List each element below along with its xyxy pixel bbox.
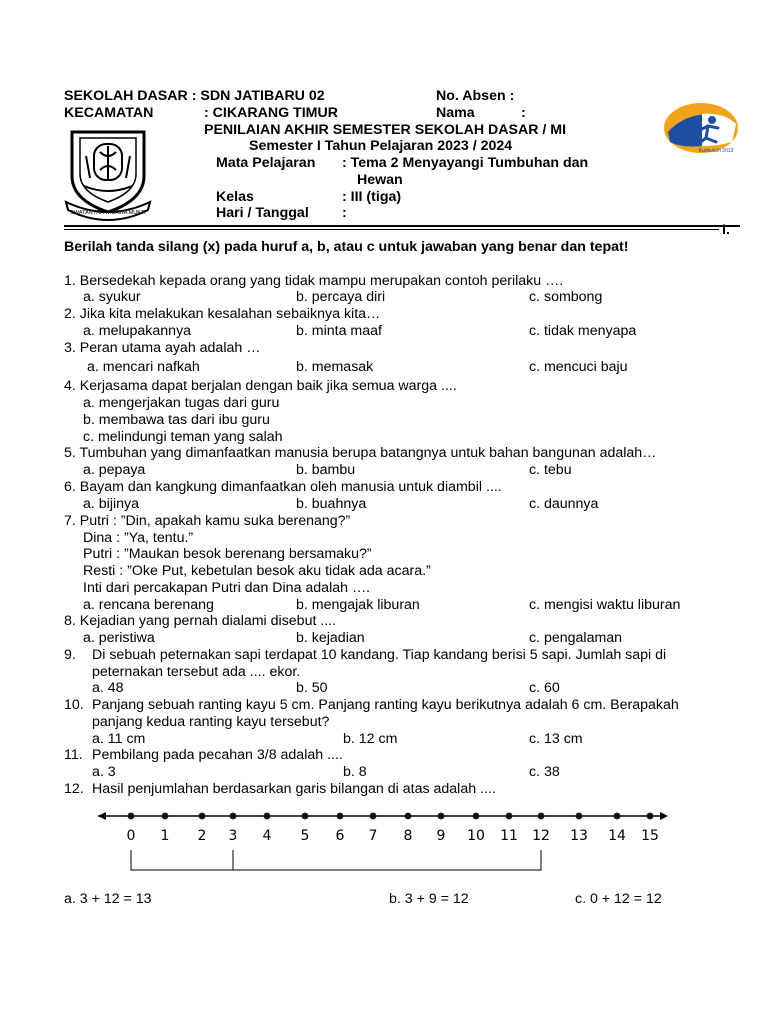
q2-option-b[interactable]: b. minta maaf — [296, 323, 382, 339]
number-line-tick-label: 15 — [641, 828, 659, 844]
question-2: 2. Jika kita melakukan kesalahan sebaiknya kita… — [64, 306, 381, 322]
q1-option-a[interactable]: a. syukur — [83, 289, 141, 305]
number-line-point — [647, 813, 654, 820]
q3-option-a[interactable]: a. mencari nafkah — [87, 359, 200, 375]
question-11: Pembilang pada pecahan 3/8 adalah .... — [92, 747, 343, 763]
subject-value: : Tema 2 Menyayangi Tumbuhan dan — [342, 155, 589, 171]
number-line-tick-label: 8 — [403, 828, 413, 844]
nama-label: Nama — [436, 105, 475, 121]
number-line-tick-label: 6 — [335, 828, 345, 844]
number-line-tick-label: 9 — [436, 828, 446, 844]
question-3: 3. Peran utama ayah adalah … — [64, 340, 261, 356]
number-line-bracket — [233, 850, 541, 870]
q2-option-a[interactable]: a. melupakannya — [83, 323, 192, 339]
subject-label: Mata Pelajaran — [216, 155, 316, 171]
number-line-tick-label: 14 — [608, 828, 626, 844]
q6-option-c[interactable]: c. daunnya — [529, 496, 599, 512]
q7-dialog-line-2: Dina : ”Ya, tentu.” — [83, 530, 194, 546]
number-line-point — [473, 813, 480, 820]
curriculum-logo — [662, 102, 740, 158]
q6-option-b[interactable]: b. buahnya — [296, 496, 367, 512]
number-line-point — [538, 813, 545, 820]
number-line-point — [199, 813, 206, 820]
number-line-point — [162, 813, 169, 820]
header-divider — [64, 225, 740, 227]
question-5: 5. Tumbuhan yang dimanfaatkan manusia berupa batangnya untuk bahan bangunan adalah… — [64, 445, 657, 461]
number-line-point — [576, 813, 583, 820]
question-9: Di sebuah peternakan sapi terdapat 10 kandang. Tiap kandang berisi 5 sapi. Jumlah sapi di — [92, 647, 667, 663]
number-line-tick-label: 3 — [228, 828, 238, 844]
number-line-point — [370, 813, 377, 820]
district-label: KECAMATAN — [64, 105, 154, 121]
q12-option-a[interactable]: a. 3 + 12 = 13 — [64, 891, 152, 907]
question-9-cont: peternakan tersebut ada .... ekor. — [92, 664, 301, 680]
q11-option-a[interactable]: a. 3 — [92, 764, 116, 780]
number-line-point — [230, 813, 237, 820]
number-line-point — [614, 813, 621, 820]
q2-option-c[interactable]: c. tidak menyapa — [529, 323, 637, 339]
q7-dialog-line-3: Putri : ”Maukan besok berenang bersamaku?” — [83, 546, 372, 562]
number-line-point — [438, 813, 445, 820]
question-8: 8. Kejadian yang pernah dialami disebut .... — [64, 613, 337, 629]
q12-option-b[interactable]: b. 3 + 9 = 12 — [389, 891, 469, 907]
q4-option-b[interactable]: b. membawa tas dari ibu guru — [83, 412, 270, 428]
emblem-motto: SWATANTRA WIBAWA MUKTI — [70, 210, 146, 216]
number-line-tick-label: 5 — [300, 828, 310, 844]
subject-value-cont: Hewan — [357, 172, 403, 188]
q5-option-a[interactable]: a. pepaya — [83, 462, 146, 478]
q7-option-b[interactable]: b. mengajak liburan — [296, 597, 420, 613]
number-line-tick-label: 0 — [126, 828, 136, 844]
q5-option-b[interactable]: b. bambu — [296, 462, 356, 478]
absen-label: No. Absen : — [436, 88, 515, 104]
number-line-point — [264, 813, 271, 820]
question-6: 6. Bayam dan kangkung dimanfaatkan oleh manusia untuk diambil .... — [64, 479, 502, 495]
number-line-tick-label: 2 — [197, 828, 207, 844]
q1-option-b[interactable]: b. percaya diri — [296, 289, 386, 305]
q8-option-c[interactable]: c. pengalaman — [529, 630, 623, 646]
q12-option-c[interactable]: c. 0 + 12 = 12 — [575, 891, 662, 907]
question-11-number: 11. — [64, 747, 83, 763]
number-line — [90, 800, 680, 880]
number-line-bracket — [131, 850, 233, 870]
question-12-number: 12. — [64, 781, 84, 797]
nama-colon: : — [521, 105, 526, 121]
question-12: Hasil penjumlahan berdasarkan garis bilangan di atas adalah .... — [92, 781, 496, 797]
q4-option-c[interactable]: c. melindungi teman yang salah — [83, 429, 283, 445]
exam-title: PENILAIAN AKHIR SEMESTER SEKOLAH DASAR / MI — [204, 122, 567, 138]
q11-option-c[interactable]: c. 38 — [529, 764, 560, 780]
arrow-left-icon — [98, 812, 106, 820]
q10-option-a[interactable]: a. 11 cm — [92, 731, 146, 747]
district-value: : CIKARANG TIMUR — [204, 105, 338, 121]
curriculum-logo-text: Kurikulum 2013 — [698, 148, 734, 154]
school-name: SEKOLAH DASAR : SDN JATIBARU 02 — [64, 88, 325, 104]
q10-option-b[interactable]: b. 12 cm — [343, 731, 398, 747]
q9-option-a[interactable]: a. 48 — [92, 680, 124, 696]
q3-option-b[interactable]: b. memasak — [296, 359, 374, 375]
q8-option-b[interactable]: b. kejadian — [296, 630, 365, 646]
header-divider-thin — [64, 229, 719, 230]
semester-line: Semester I Tahun Pelajaran 2023 / 2024 — [249, 138, 513, 154]
q7-dialog-line-4: Resti : ”Oke Put, kebetulan besok aku tidak ada acara.” — [83, 563, 431, 579]
regency-emblem-logo — [60, 126, 156, 222]
q5-option-c[interactable]: c. tebu — [529, 462, 572, 478]
question-9-number: 9. — [64, 647, 76, 663]
number-line-tick-label: 10 — [467, 828, 485, 844]
section-marker: I. — [722, 222, 730, 238]
number-line-point — [337, 813, 344, 820]
question-1: 1. Bersedekah kepada orang yang tidak mampu merupakan contoh perilaku …. — [64, 273, 564, 289]
question-4: 4. Kerjasama dapat berjalan dengan baik jika semua warga .... — [64, 378, 457, 394]
number-line-point — [302, 813, 309, 820]
number-line-tick-label: 12 — [532, 828, 550, 844]
date-label: Hari / Tanggal — [216, 205, 309, 221]
class-value: : III (tiga) — [342, 189, 402, 205]
question-7: 7. Putri : ”Din, apakah kamu suka berenang?” — [64, 513, 351, 529]
q6-option-a[interactable]: a. bijinya — [83, 496, 139, 512]
q4-option-a[interactable]: a. mengerjakan tugas dari guru — [83, 395, 280, 411]
number-line-point — [506, 813, 513, 820]
number-line-tick-label: 4 — [262, 828, 272, 844]
number-line-point — [405, 813, 412, 820]
q9-option-c[interactable]: c. 60 — [529, 680, 560, 696]
arrow-right-icon — [660, 812, 668, 820]
q1-option-c[interactable]: c. sombong — [529, 289, 603, 305]
q7-prompt: Inti dari percakapan Putri dan Dina adalah …. — [83, 580, 371, 596]
question-10: Panjang sebuah ranting kayu 5 cm. Panjang ranting kayu berikutnya adalah 6 cm. Berapakah — [92, 697, 679, 713]
q10-option-c[interactable]: c. 13 cm — [529, 731, 583, 747]
question-10-number: 10. — [64, 697, 84, 713]
date-value: : — [342, 205, 347, 221]
number-line-tick-label: 13 — [570, 828, 588, 844]
number-line-tick-label: 7 — [368, 828, 378, 844]
q11-option-b[interactable]: b. 8 — [343, 764, 367, 780]
q9-option-b[interactable]: b. 50 — [296, 680, 328, 696]
class-label: Kelas — [216, 189, 254, 205]
instruction: Berilah tanda silang (x) pada huruf a, b, atau c untuk jawaban yang benar dan tepat! — [64, 239, 629, 255]
q8-option-a[interactable]: a. peristiwa — [83, 630, 155, 646]
q7-option-a[interactable]: a. rencana berenang — [83, 597, 214, 613]
number-line-tick-label: 1 — [160, 828, 170, 844]
q3-option-c[interactable]: c. mencuci baju — [529, 359, 628, 375]
number-line-point — [128, 813, 135, 820]
q7-option-c[interactable]: c. mengisi waktu liburan — [529, 597, 681, 613]
question-10-cont: panjang kedua ranting kayu tersebut? — [92, 714, 330, 730]
number-line-tick-label: 11 — [500, 828, 518, 844]
